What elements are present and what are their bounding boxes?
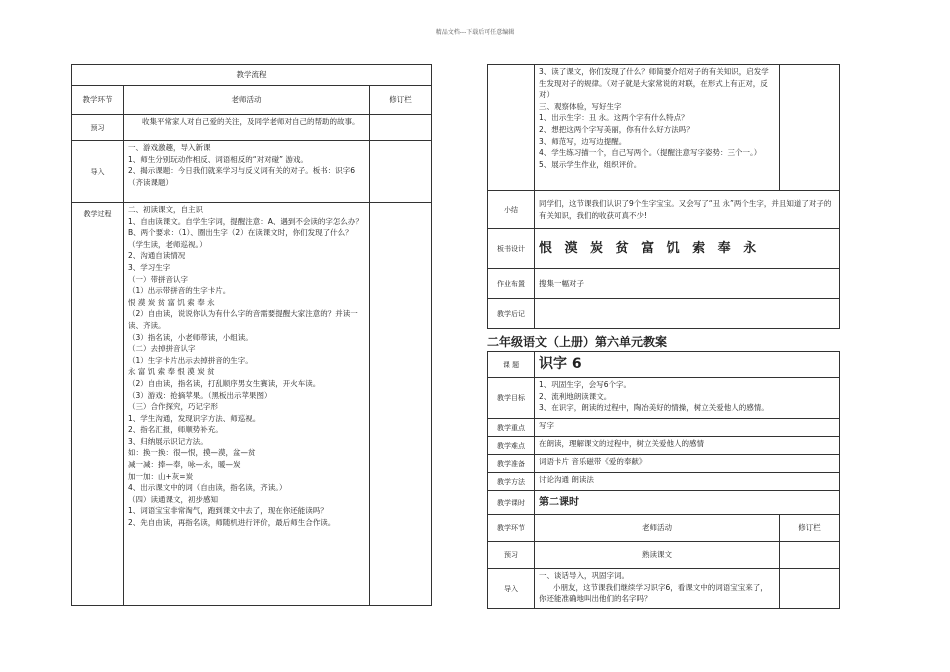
intro-line-2: 一、谈话导入，巩固字词。 [539,571,629,580]
board-label: 板书设计 [488,229,535,269]
period-label: 教学课时 [488,491,535,515]
process-line: 加一加：山+灰=炭 [128,471,194,481]
process-content [124,203,370,606]
process-line: 3、学习生字 [128,262,171,272]
process-line: 2、先自由读，再指名读，师随机进行评价，最后师生合作读。 [128,518,336,528]
process-line: （二）去掉拼音认字 [128,344,196,354]
preview-revision-2 [780,542,840,569]
process-line: （1）生字卡片出示去掉拼音的生字。 [128,355,253,365]
process-line: 2、指名汇报，师顺势补充。 [128,425,223,435]
cont-line: 4、学生练习描一个，自己写两个。（提醒注意写字姿势：三个一。） [539,148,762,158]
intro-label-2: 导入 [488,569,535,609]
col-activity-header-2: 老师活动 [535,515,780,542]
process-line: （一）带拼音认字 [128,274,188,284]
preview-revision [370,115,432,141]
preparation-value: 词语卡片 音乐磁带《爱的奉献》 [535,455,840,473]
col-revision-header-2: 修订栏 [780,515,840,542]
reflection-content [535,299,840,329]
homework-text: 搜集一幅对子 [535,269,840,299]
topic-label: 课 题 [488,352,535,378]
right-continuation-table [487,64,840,329]
preview-text-2: 熟读课文 [535,542,780,569]
process-line: （1）出示带拼音的生字卡片。 [128,286,231,296]
intro-revision [370,141,432,203]
unit-title: 二年级语文（上册）第六单元教案 [487,335,668,349]
key-point-label: 教学重点 [488,419,535,437]
col-activity-header: 老师活动 [124,86,370,115]
process-line: （2）自由读，说说你认为有什么字的音需要提醒大家注意的？并读一读、齐读。 [128,309,358,330]
process-revision [370,203,432,606]
col-revision-header: 修订栏 [370,86,432,115]
cont-line: 3、读了课文，你们发现了什么？师简要介绍对子的有关知识，启发学生发现对子的规律。（对子就是大家常说的对联，在形式上有正对，反对） [539,67,769,100]
topic-value: 识字 6 [535,352,840,378]
intro-label: 导入 [72,141,124,203]
process-line: 1、词语宝宝非常淘气，跑到课文中去了，现在你还能读吗？ [128,506,328,516]
intro-revision-2 [780,569,840,609]
intro-line: 一、游戏激趣，导入新课 [128,143,211,152]
flow-title: 教学流程 [72,65,432,86]
process-line: 1、学生沟通，发现识字方法、师巡视。 [128,413,261,423]
reflection-label: 教学后记 [488,299,535,329]
cont-stage-cell [488,65,535,191]
key-point-value: 写字 [535,419,840,437]
page-header: 精品文档---下载后可任意编辑 [435,29,515,36]
intro-line: 1、师生分别玩动作相反、词语相反的“对对碰” 游戏。 [128,154,308,164]
process-line: 1、自由读课文。自学生字词，提醒注意：A、遇到不会读的字怎么办？B、两个要求：（1）、圈出生字（2）在读课文时，你们发现了什么？（学生读，老师巡视。） [128,216,363,249]
goal-line: 2、流利地朗读课文。 [539,391,612,401]
process-line: （3）游戏：抢摘苹果。（黑板出示苹果图） [128,390,272,400]
period-value: 第二课时 [535,491,840,515]
preview-label: 预习 [72,115,124,141]
intro-content [124,141,370,203]
process-line: （2）自由读，指名读，打乱顺序男女生赛读，开火车读。 [128,378,321,388]
intro-content-2 [535,569,780,609]
cont-line: 5、展示学生作业，组织评价。 [539,159,642,169]
summary-text: 同学们，这节课我们认识了9个生字宝宝。又会写了“丑 永”两个生字，并且知道了对子的有关知识，我们的收获可真不少! [535,191,840,229]
left-lesson-table [71,64,432,606]
right-lesson-table [487,351,840,609]
intro-line: 2、揭示课题：今日我们就来学习与反义词有关的对子。板书：识字6 （齐读课题） [128,166,356,187]
difficulty-label: 教学难点 [488,437,535,455]
cont-line: 2、想把这两个字写美丽，你有什么好方法吗？ [539,124,694,134]
cont-revision [780,65,840,191]
goals-label: 教学目标 [488,378,535,419]
method-label: 教学方法 [488,473,535,491]
cont-line: 三、观察体验，写好生字 [539,101,622,111]
difficulty-value: 在朗读，理解课文的过程中，树立关爱他人的感情 [535,437,840,455]
col-stage-header: 教学环节 [72,86,124,115]
preview-text: 收集平常家人对自己爱的关注，及同学老师对自己的帮助的故事。 [124,115,370,141]
homework-label: 作业布置 [488,269,535,299]
process-line: （3）指名读，小老师带读，小组读。 [128,332,253,342]
goal-line: 3、在识字，朗读的过程中，陶冶美好的情操，树立关爱他人的感情。 [539,403,769,413]
process-line: 永 富 饥 索 奉 恨 漠 炭 贫 [128,367,215,377]
process-line: 3、归纳展示识记方法。 [128,436,208,446]
process-line: （四）读通课文，初步感知 [128,494,218,504]
process-line: （三）合作探究，巧记字形 [128,402,218,412]
intro-line-2: 小朋友，这节课我们继续学习识字6，看课文中的词语宝宝来了，你还能准确地叫出他们的名字吗？ [539,582,768,604]
process-line: 如：换一换：很—恨，摸—漠，盆—贫 [128,448,256,458]
method-value: 讨论沟通 朗读法 [535,473,840,491]
cont-line: 1、出示生字：丑 永。这两个字有什么特点？ [539,113,689,123]
cont-content [535,65,780,191]
summary-label: 小结 [488,191,535,229]
goals-content [535,378,840,419]
process-line: 二、初读课文，自主识 [128,205,203,214]
board-text: 恨 漠 炭 贫 富 饥 索 奉 永 [535,229,840,269]
col-stage-header-2: 教学环节 [488,515,535,542]
preview-label-2: 预习 [488,542,535,569]
cont-line: 3、师范写，边写边提醒。 [539,136,627,146]
process-line: 2、沟通自读情况 [128,251,186,261]
goal-line: 1、巩固生字，会写6个字。 [539,380,632,389]
process-line: 4、出示课文中的词（自由读，指名读，齐读。） [128,483,287,493]
process-line: 减一减：捧—奉，咏—永，暖—炭 [128,460,241,470]
process-line: 恨 漠 炭 贫 富 饥 索 奉 永 [128,297,215,307]
preparation-label: 教学准备 [488,455,535,473]
process-label: 教学过程 [72,203,124,606]
